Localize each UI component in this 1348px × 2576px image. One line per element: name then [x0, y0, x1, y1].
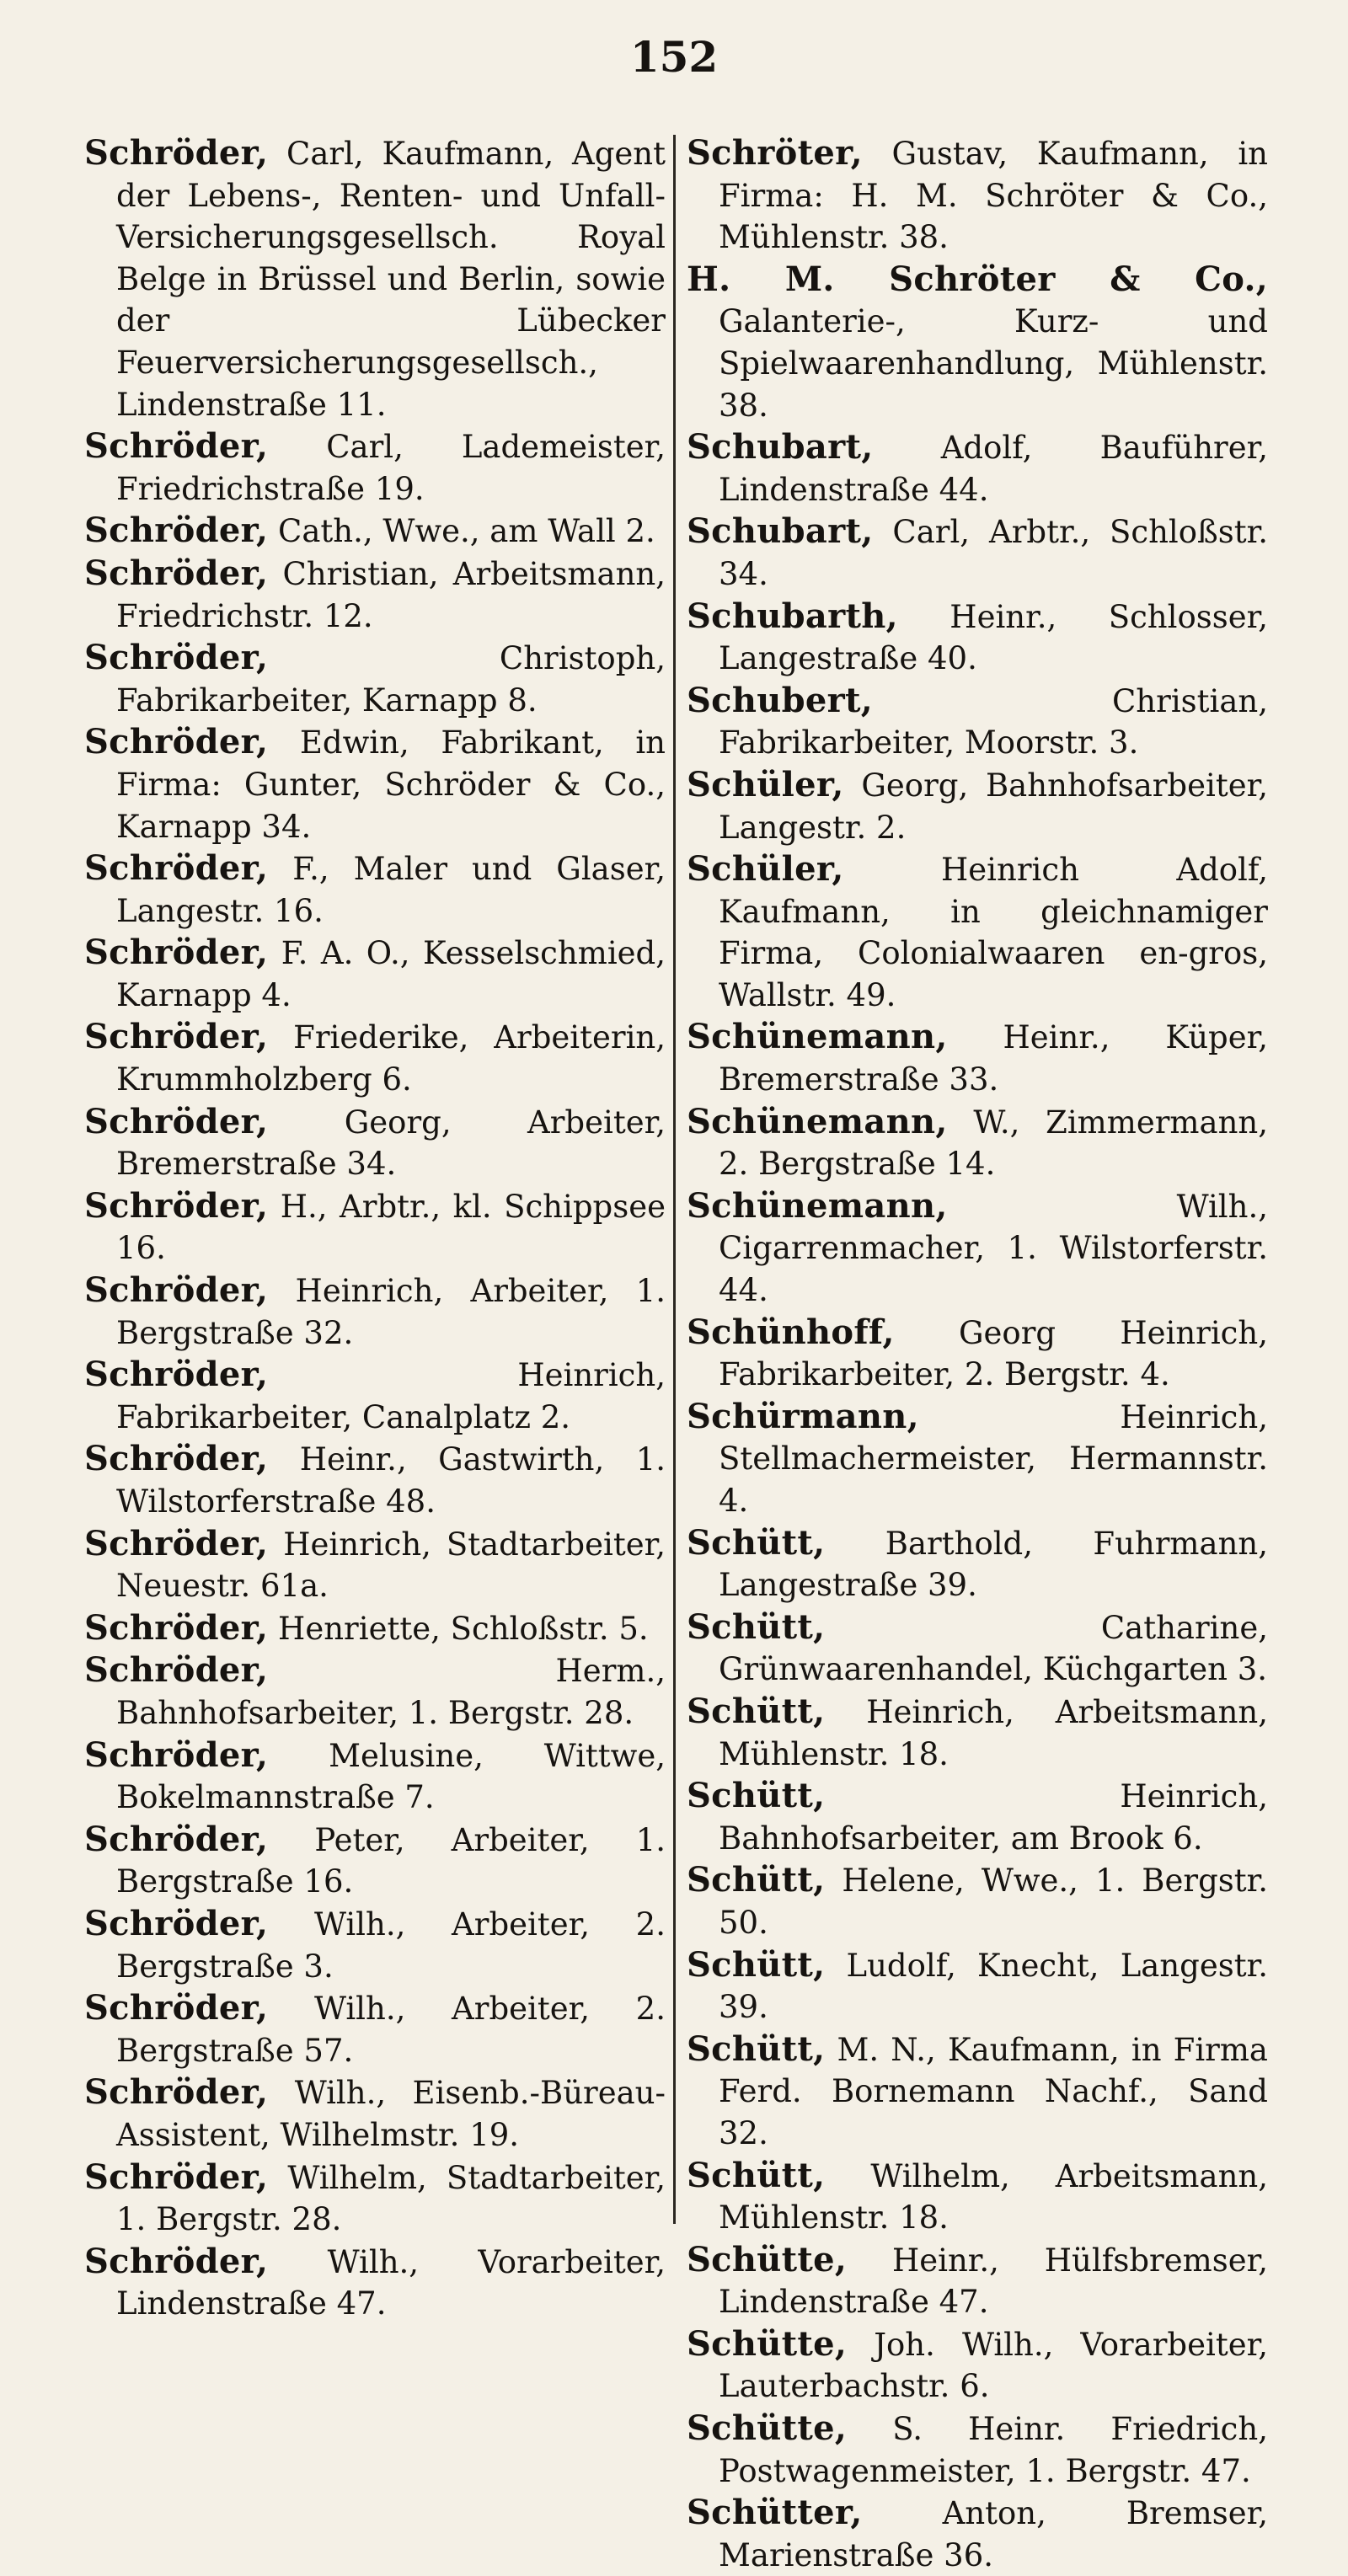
- directory-entry: [84, 1523, 666, 1607]
- entry-details: Wilh., Vorarbeiter, Lindenstraße 47.: [116, 2243, 666, 2322]
- entry-name: Schröder,: [84, 2072, 269, 2113]
- entry-details: Carl, Kaufmann, Agent der Lebens-, Renten- und Unfall-Versicherungsgesellsch. Royal Belge in Brüssel und Berlin, sowie der Lübecker Feuerversicherungsgesellsch., Lindenstraße 11.: [116, 136, 666, 423]
- directory-entry: [84, 1269, 666, 1354]
- entry-details: Heinr., Hülfsbremser, Lindenstraße 47.: [719, 2242, 1268, 2321]
- entry-name: Schröder,: [84, 638, 269, 678]
- directory-entry: [687, 510, 1268, 595]
- directory-entry: [84, 2241, 666, 2325]
- directory-entry: [84, 637, 666, 721]
- entry-name: Schröder,: [84, 1903, 269, 1943]
- directory-entry: [84, 553, 666, 637]
- entry-details: Herm., Bahnhofsarbeiter, 1. Bergstr. 28.: [116, 1653, 666, 1731]
- entry-name: Schröder,: [84, 1607, 269, 1648]
- directory-entry: [687, 2408, 1268, 2492]
- entry-details: Galanterie-, Kurz- und Spielwaarenhandlung, Mühlenstr. 38.: [719, 303, 1268, 424]
- entry-details: Heinr., Gastwirth, 1. Wilstorferstraße 48.: [116, 1441, 666, 1520]
- entry-details: Heinrich, Arbeiter, 1. Bergstraße 32.: [116, 1273, 666, 1351]
- entry-details: Heinr., Küper, Bremerstraße 33.: [719, 1019, 1268, 1098]
- entry-name: Schüler,: [687, 849, 844, 890]
- entry-name: Schröder,: [84, 2156, 269, 2197]
- entry-name: Schröder,: [84, 722, 269, 762]
- entry-details: Friederike, Arbeiterin, Krummholzberg 6.: [116, 1019, 666, 1098]
- entry-details: Heinrich, Stellmachermeister, Hermannstr. 4.: [719, 1398, 1268, 1519]
- directory-entry: [687, 596, 1268, 680]
- entry-details: Adolf, Bauführer, Lindenstraße 44.: [719, 430, 1268, 508]
- entry-name: Schröder,: [84, 1185, 269, 1226]
- directory-entry: [84, 1987, 666, 2071]
- directory-entry: [84, 425, 666, 510]
- entry-name: Schütt,: [687, 1944, 826, 1985]
- entry-name: Schröder,: [84, 1101, 269, 1141]
- entry-details: Heinr., Schlosser, Langestraße 40.: [719, 598, 1268, 677]
- entry-name: Schröder,: [84, 1988, 269, 2028]
- entry-name: Schröder,: [84, 933, 269, 973]
- directory-entry: [687, 1775, 1268, 1859]
- entry-details: F., Maler und Glaser, Langestr. 16.: [116, 851, 666, 929]
- entry-details: Barthold, Fuhrmann, Langestraße 39.: [719, 1525, 1268, 1604]
- entry-name: Schröder,: [84, 2241, 269, 2281]
- entry-name: Schünhoff,: [687, 1312, 895, 1352]
- directory-entry: [687, 2323, 1268, 2408]
- entry-name: Schüler,: [687, 764, 844, 804]
- entry-name: Schütte,: [687, 2323, 848, 2364]
- entry-details: Heinrich, Stadtarbeiter, Neuestr. 61a.: [116, 1526, 666, 1605]
- directory-entry: [687, 1606, 1268, 1691]
- directory-entry: [687, 2239, 1268, 2323]
- entry-details: Helene, Wwe., 1. Bergstr. 50.: [719, 1863, 1268, 1941]
- directory-entry: [84, 510, 666, 553]
- directory-entry: [687, 426, 1268, 510]
- directory-entry: [84, 1101, 666, 1185]
- directory-entry: [84, 1819, 666, 1903]
- left-column: [84, 132, 666, 2325]
- directory-entry: [687, 2492, 1268, 2576]
- directory-entry: [84, 1185, 666, 1269]
- entry-details: Christian, Arbeitsmann, Friedrichstr. 12.: [116, 555, 666, 634]
- entry-details: H., Arbtr., kl. Schippsee 16.: [116, 1188, 666, 1267]
- entry-details: Heinrich Adolf, Kaufmann, in gleichnamiger Firma, Colonialwaaren en-gros, Wallstr. 49.: [719, 852, 1268, 1013]
- directory-entry: [84, 1734, 666, 1819]
- directory-entry: [687, 764, 1268, 848]
- entry-name: Schröder,: [84, 1734, 269, 1775]
- entry-details: Ludolf, Knecht, Langestr. 39.: [719, 1947, 1268, 2026]
- entry-details: Wilh., Arbeiter, 2. Bergstraße 57.: [116, 1991, 666, 2069]
- directory-entry: [687, 1859, 1268, 1943]
- directory-entry: [687, 1016, 1268, 1100]
- entry-name: Schünemann,: [687, 1101, 948, 1141]
- entry-details: Georg, Arbeiter, Bremerstraße 34.: [116, 1104, 666, 1183]
- directory-entry: [687, 1396, 1268, 1522]
- directory-entry: [687, 2155, 1268, 2239]
- entry-details: Wilhelm, Arbeitsmann, Mühlenstr. 18.: [719, 2157, 1268, 2237]
- entry-name: Schünemann,: [687, 1017, 948, 1057]
- entry-name: Schröder,: [84, 426, 269, 467]
- entry-details: Wilh., Eisenb.-Büreau-Assistent, Wilhelmstr. 19.: [116, 2075, 666, 2153]
- entry-name: Schürmann,: [687, 1396, 919, 1436]
- entry-details: Cath., Wwe., am Wall 2.: [268, 513, 655, 550]
- entry-details: Georg Heinrich, Fabrikarbeiter, 2. Bergstr. 4.: [719, 1314, 1268, 1393]
- entry-details: Gustav, Kaufmann, in Firma: H. M. Schröter & Co., Mühlenstr. 38.: [719, 136, 1268, 256]
- right-column: [687, 132, 1268, 2576]
- directory-entry: [84, 1016, 666, 1100]
- entry-details: S. Heinr. Friedrich, Postwagenmeister, 1. Bergstr. 47.: [719, 2411, 1268, 2489]
- entry-details: Catharine, Grünwaarenhandel, Küchgarten 3.: [719, 1609, 1268, 1688]
- entry-name: Schubert,: [687, 680, 874, 720]
- directory-entry: [687, 1944, 1268, 2028]
- entry-details: M. N., Kaufmann, in Firma Ferd. Bornemann Nachf., Sand 32.: [719, 2031, 1268, 2151]
- entry-name: Schröder,: [84, 1819, 269, 1859]
- directory-entry: [687, 1185, 1268, 1312]
- directory-entry: [687, 2028, 1268, 2155]
- directory-entry: [84, 721, 666, 847]
- entry-name: Schröder,: [84, 1270, 269, 1311]
- entry-details: Henriette, Schloßstr. 5.: [268, 1610, 649, 1647]
- entry-details: Edwin, Fabrikant, in Firma: Gunter, Schröder & Co., Karnapp 34.: [116, 724, 666, 845]
- entry-details: W., Zimmermann, 2. Bergstraße 14.: [719, 1104, 1268, 1183]
- entry-details: Heinrich, Fabrikarbeiter, Canalplatz 2.: [116, 1357, 666, 1435]
- entry-name: Schütt,: [687, 1691, 826, 1731]
- entry-details: Melusine, Wittwe, Bokelmannstraße 7.: [116, 1737, 666, 1816]
- entry-details: Joh. Wilh., Vorarbeiter, Lauterbachstr. 6.: [719, 2326, 1268, 2405]
- entry-details: Heinrich, Arbeitsmann, Mühlenstr. 18.: [719, 1693, 1268, 1772]
- entry-details: Georg, Bahnhofsarbeiter, Langestr. 2.: [719, 767, 1268, 846]
- directory-entry: [84, 1649, 666, 1734]
- directory-entry: [687, 259, 1268, 426]
- entry-name: Schünemann,: [687, 1185, 948, 1226]
- directory-entry: [687, 1312, 1268, 1396]
- entry-name: Schütte,: [687, 2408, 848, 2449]
- entry-name: Schütte,: [687, 2239, 848, 2279]
- entry-name: Schubarth,: [687, 596, 898, 636]
- entry-name: Schütt,: [687, 1776, 826, 1816]
- entry-details: Peter, Arbeiter, 1. Bergstraße 16.: [116, 1821, 666, 1900]
- entry-name: Schröder,: [84, 510, 269, 551]
- directory-entry: [84, 847, 666, 932]
- directory-entry: [84, 932, 666, 1016]
- entry-name: Schröder,: [84, 1650, 269, 1691]
- entry-details: Carl, Lademeister, Friedrichstraße 19.: [116, 429, 666, 507]
- entry-details: Anton, Bremser, Marienstraße 36.: [719, 2495, 1268, 2573]
- directory-entry: [84, 132, 666, 425]
- entry-name: Schütt,: [687, 1522, 826, 1563]
- entry-details: Wilhelm, Stadtarbeiter, 1. Bergstr. 28.: [116, 2159, 666, 2238]
- entry-name: Schröder,: [84, 553, 269, 593]
- entry-name: Schubart,: [687, 511, 874, 552]
- entry-details: Christoph, Fabrikarbeiter, Karnapp 8.: [116, 640, 666, 719]
- entry-details: Heinrich, Bahnhofsarbeiter, am Brook 6.: [719, 1778, 1268, 1857]
- entry-name: Schröder,: [84, 1355, 269, 1395]
- directory-entry: [687, 848, 1268, 1016]
- entry-name: Schröder,: [84, 848, 269, 889]
- entry-details: F. A. O., Kesselschmied, Karnapp 4.: [116, 935, 666, 1013]
- directory-entry: [687, 680, 1268, 764]
- directory-entry: [84, 2071, 666, 2156]
- entry-name: Schütter,: [687, 2493, 863, 2533]
- directory-entry: [84, 1354, 666, 1438]
- entry-name: Schröder,: [84, 1017, 269, 1057]
- entry-name: Schütt,: [687, 1860, 826, 1900]
- entry-name: Schütt,: [687, 2155, 826, 2195]
- entry-name: Schröter,: [687, 133, 863, 173]
- entry-details: Christian, Fabrikarbeiter, Moorstr. 3.: [719, 682, 1268, 762]
- directory-entry: [687, 1101, 1268, 1185]
- directory-entry: [687, 1522, 1268, 1606]
- directory-entry: [687, 132, 1268, 259]
- directory-entry: [687, 1691, 1268, 1775]
- entry-name: Schubart,: [687, 427, 874, 468]
- entry-name: Schröder,: [84, 1523, 269, 1563]
- entry-name: Schröder,: [84, 133, 269, 173]
- directory-entry: [84, 1438, 666, 1522]
- directory-entry: [84, 1903, 666, 1987]
- entry-details: Carl, Arbtr., Schloßstr. 34.: [719, 514, 1268, 592]
- entry-name: Schütt,: [687, 1606, 826, 1647]
- column-divider: [673, 135, 676, 2224]
- entry-name: H. M. Schröter & Co.,: [687, 259, 1268, 299]
- directory-entry: [84, 1607, 666, 1650]
- entry-name: Schröder,: [84, 1439, 269, 1479]
- entry-details: Wilh., Cigarrenmacher, 1. Wilstorferstr. 44.: [719, 1188, 1268, 1309]
- entry-name: Schütt,: [687, 2028, 826, 2069]
- page-number: 152: [629, 32, 719, 82]
- directory-entry: [84, 2156, 666, 2241]
- entry-details: Wilh., Arbeiter, 2. Bergstraße 3.: [116, 1905, 666, 1985]
